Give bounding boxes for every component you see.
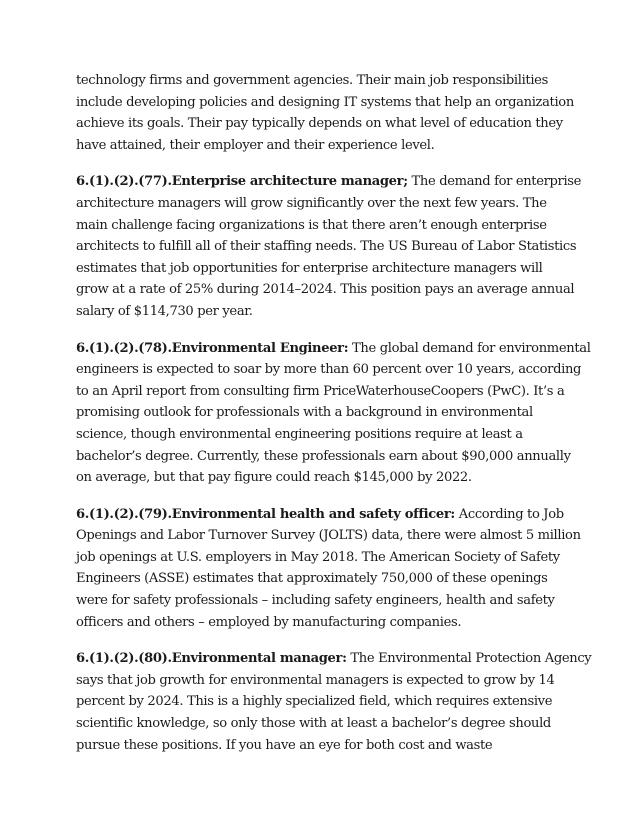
- paragraph-line: bachelor’s degree. Currently, these professionals earn about $90,000 annually: [76, 448, 571, 464]
- paragraph-line: were for safety professionals – including safety engineers, health and safety: [76, 593, 555, 609]
- paragraph-line: pursue these positions. If you have an eye for both cost and waste: [76, 737, 493, 753]
- paragraph-first-line: [76, 504, 576, 526]
- paragraph-line: job openings at U.S. employers in May 2018. The American Society of Safety: [76, 549, 560, 565]
- paragraph-line: Engineers (ASSE) estimates that approximately 750,000 of these openings: [76, 571, 548, 587]
- paragraph-environmental-manager: [76, 648, 592, 756]
- paragraph-line: estimates that job opportunities for enterprise architecture managers will: [76, 260, 543, 276]
- document-page: [76, 70, 592, 771]
- section-heading: 6.(1).(2).(78).Environmental Engineer:: [76, 340, 349, 356]
- section-heading: 6.(1).(2).(80).Environmental manager:: [76, 651, 347, 667]
- paragraph-line: salary of $114,730 per year.: [76, 303, 253, 319]
- paragraph-line: to an April report from consulting firm PriceWaterhouseCoopers (PwC). It’s a: [76, 383, 565, 399]
- paragraph-line: grow at a rate of 25% during 2014–2024. This position pays an average annual: [76, 282, 575, 298]
- paragraph-environmental-engineer: [76, 338, 591, 489]
- paragraph-line: on average, but that pay figure could reach $145,000 by 2022.: [76, 470, 472, 486]
- paragraph-line: technology firms and government agencies. Their main job responsibilities: [76, 73, 548, 88]
- paragraph-first-line: [76, 171, 582, 193]
- paragraph-line: says that job growth for environmental managers is expected to grow by 14: [76, 672, 555, 688]
- paragraph-line: architecture managers will grow significantly over the next few years. The: [76, 195, 547, 211]
- section-heading: 6.(1).(2).(79).Environmental health and safety officer:: [76, 506, 455, 522]
- paragraph-line-text: The Environmental Protection Agency: [346, 651, 592, 667]
- paragraph-line: main challenge facing organizations is that there aren’t enough enterprise: [76, 217, 547, 233]
- paragraph-line: include developing policies and designing IT systems that help an organization: [76, 94, 574, 110]
- paragraph-line: engineers is expected to soar by more than 60 percent over 10 years, according: [76, 362, 582, 378]
- paragraph-line: science, though environmental engineering positions require at least a: [76, 426, 523, 442]
- paragraph-line: Openings and Labor Turnover Survey (JOLTS) data, there were almost 5 million: [76, 528, 581, 544]
- paragraph-line: scientific knowledge, so only those with at least a bachelor’s degree should: [76, 716, 551, 732]
- paragraph-line: promising outlook for professionals with a background in environmental: [76, 405, 533, 421]
- paragraph-line: have attained, their employer and their experience level.: [76, 137, 435, 153]
- paragraph-line: achieve its goals. Their pay typically depends on what level of education they: [76, 116, 563, 132]
- paragraph-environmental-health-safety-officer: [76, 504, 581, 634]
- paragraph-enterprise-architecture-manager: [76, 171, 582, 322]
- paragraph-line: officers and others – employed by manufacturing companies.: [76, 614, 462, 630]
- paragraph-line-text: The global demand for environmental: [348, 340, 591, 356]
- paragraph-line-text: The demand for enterprise: [407, 174, 582, 190]
- paragraph-first-line: [76, 648, 592, 670]
- paragraph-line-text: According to Job: [454, 506, 564, 522]
- paragraph-line: architects to fulfill all of their staffing needs. The US Bureau of Labor Statistics: [76, 239, 577, 255]
- paragraph-intro-continuation: [76, 70, 576, 156]
- paragraph-line: percent by 2024. This is a highly specialized field, which requires extensive: [76, 694, 553, 710]
- section-heading: 6.(1).(2).(77).Enterprise architecture manager;: [76, 174, 408, 190]
- paragraph-first-line: [76, 338, 591, 360]
